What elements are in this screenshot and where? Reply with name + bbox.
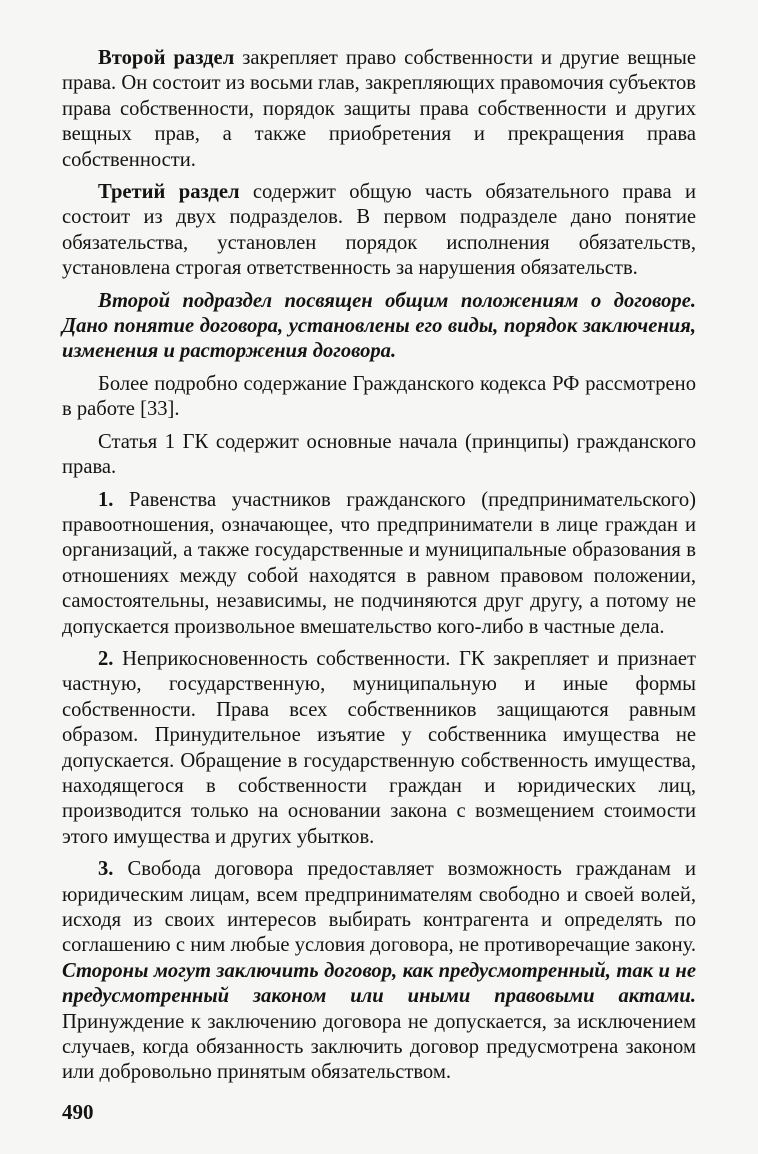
page-body	[62, 46, 696, 1093]
paragraph-second-subsection	[62, 289, 696, 365]
paragraph-text: Неприкосновенность собственности. ГК закрепляет и признает частную, государственную, муниципальную и иные формы собственности. Права всех собственников защищаются равным образом. Принудительное изъятие у собственника имущества не допускается. Обращение в государственную собственность имущества, находящегося в собственности граждан и юридических лиц, производится только на основании закона с возмещением стоимости этого имущества и других убытков.	[62, 647, 696, 848]
paragraph-text: Статья 1 ГК содержит основные начала (принципы) гражданского права.	[62, 430, 696, 479]
paragraph-text: закрепляет право собственности и другие вещные права. Он состоит из восьми глав, закрепляющих правомочия субъектов права собственности, порядок защиты права собственности и других вещных прав, а также приобретения и прекращения права собственности.	[62, 47, 697, 171]
principle-number: 2.	[98, 647, 114, 670]
principle-contract-freedom	[62, 857, 696, 1086]
paragraph-emphasis: Второй подраздел посвящен общим положениям о договоре. Дано понятие договора, установлены его виды, порядок заключения, изменения и расторжения договора.	[62, 289, 696, 363]
paragraph-second-section	[62, 46, 696, 173]
principle-number: 1.	[98, 488, 114, 511]
principle-number: 3.	[98, 858, 114, 881]
paragraph-text: Более подробно содержание Гражданского кодекса РФ рассмотрено в работе [33].	[62, 372, 696, 421]
paragraph-third-section	[62, 180, 696, 282]
paragraph-lead: Третий раздел	[98, 181, 240, 204]
paragraph-reference	[62, 372, 696, 423]
paragraph-text: Принуждение к заключению договора не допускается, за исключением случаев, когда обязанность заключить договор предусмотрена законом или добровольно принятым обязательством.	[62, 1010, 696, 1084]
paragraph-article-1	[62, 430, 696, 481]
principle-property	[62, 647, 696, 850]
paragraph-text: содержит общую часть обязательного права и состоит из двух подразделов. В первом подразделе дано понятие обязательства, установлен порядок исполнения обязательств, установлена строгая ответственность за нарушения обязательств.	[62, 181, 696, 280]
paragraph-text: Свобода договора предоставляет возможность гражданам и юридическим лицам, всем предпринимателям свободно и своей волей, исходя из своих интересов выбирать контрагента и определять по соглашению с ним любые условия договора, не противоречащие закону.	[62, 858, 696, 957]
paragraph-emphasis: Стороны могут заключить договор, как предусмотренный, так и не предусмотренный законом или иными правовыми актами.	[62, 959, 696, 1008]
paragraph-lead: Второй раздел	[98, 47, 235, 69]
page-number: 490	[62, 1100, 94, 1124]
paragraph-text: Равенства участников гражданского (предпринимательского) правоотношения, означающее, что предприниматели в лице граждан и организаций, а также государственные и муниципальные образования в отношениях между собой находятся в равном правовом положении, самостоятельны, независимы, не подчиняются друг другу, а потому не допускается произвольное вмешательство кого-либо в частные дела.	[62, 488, 696, 638]
principle-equality	[62, 488, 696, 640]
